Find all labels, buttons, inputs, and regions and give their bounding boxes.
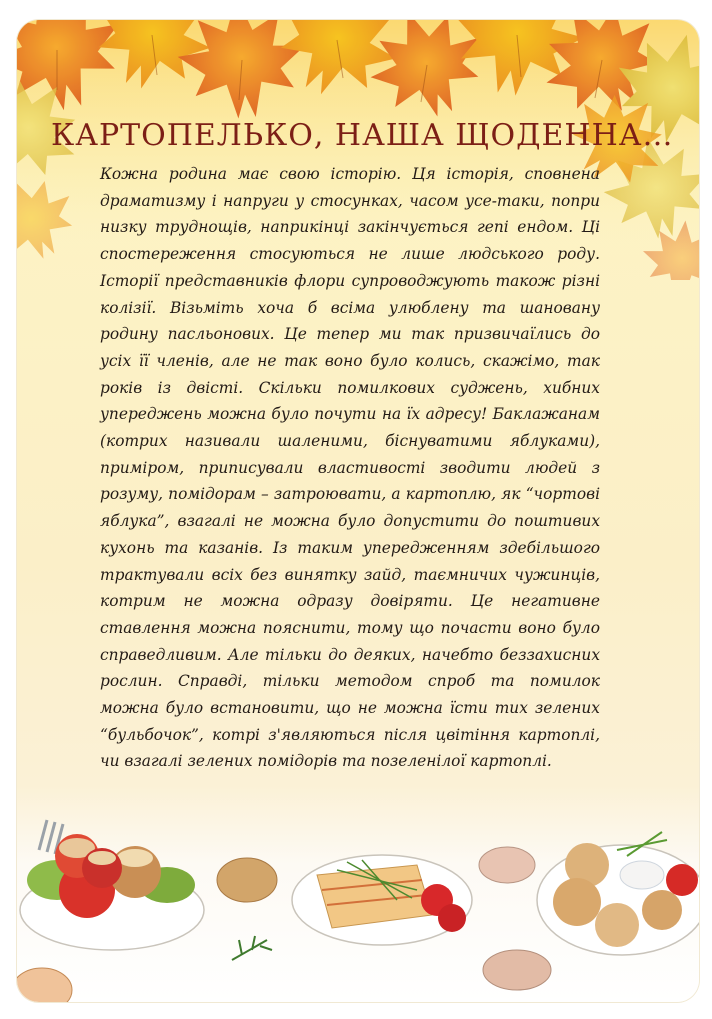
food-illustration: [17, 790, 699, 1002]
onion-illustration: [17, 968, 72, 1002]
dill-illustration: [232, 936, 272, 960]
book-page: [17, 20, 699, 1002]
lasagna-plate-illustration: [292, 855, 472, 945]
potato-illustration: [217, 858, 277, 902]
stuffed-tomatoes-plate-illustration: [20, 820, 204, 950]
body-paragraph: Кожна родина має свою історію. Ця історія, сповнена драматизму і напруги у стосунках, часом усе-таки, попри низку труднощів, наприкінці закінчується гепі ендом. Ці спостереження стосуються не лише людського роду. Історії представників флори супроводжують також різні колізії. Візьміть хоча б всіма улюблену та шановану родину пасльонових. Це тепер ми так призвичаїлись до усіх її членів, але не так воно було колись, скажімо, так років із двісті. Скільки помилкових суджень, хибних упереджень можна було почути на їх адресу! Баклажанам (котрих називали шаленими, біснуватими яблуками), приміром, приписували властивості зводити людей з розуму, помідорам – затроювати, а картоплю, як “чортові яблука”, взагалі не можна було допустити до поштивих кухонь та казанів. Із таким упередженням здебільшого трактували всіх без винятку зайд, таємничих чужинців, котрим не можна одразу довіряти. Це негативне ставлення можна пояснити, тому що почасти воно було справедливим. Але тільки до деяких, начебто беззахисних рослин. Справді, тільки методом спроб та помилок можна було встановити, що не можна їсти тих зелених “бульбочок”, котрі з'являються після цвітіння картоплі, чи взагалі зелених помідорів та позеленілої картоплі.: [100, 165, 600, 771]
page-title: КАРТОПЕЛЬКО, НАША ЩОДЕННА…: [51, 118, 674, 153]
potato-illustration: [483, 950, 551, 990]
potato-pancakes-plate-illustration: [537, 832, 699, 955]
potato-illustration: [479, 847, 535, 883]
